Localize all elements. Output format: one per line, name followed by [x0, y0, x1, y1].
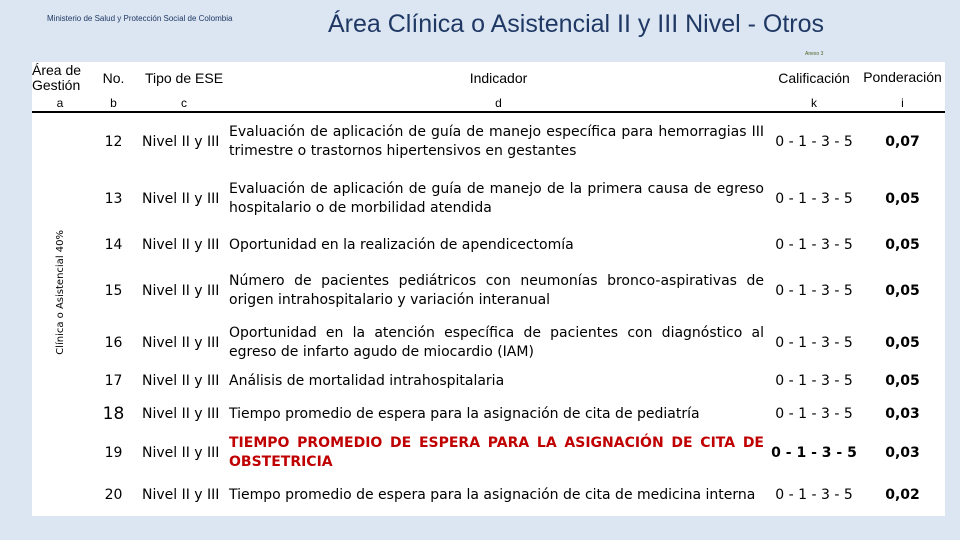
- row-indicador: Tiempo promedio de espera para la asignación de cita de medicina interna: [229, 486, 756, 503]
- page-title: Área Clínica o Asistencial II y III Nivel - Otros: [328, 10, 824, 38]
- row-ponderacion: 0,05: [885, 191, 920, 207]
- indicator-table: [32, 62, 945, 516]
- row-tipo: Nivel II y III: [142, 191, 220, 207]
- row-no: 12: [88, 112, 139, 170]
- header-ponderacion: Ponderación: [863, 69, 942, 86]
- row-indicador: Tiempo promedio de espera para la asignación de cita de pediatría: [229, 405, 700, 422]
- row-ponderacion: 0,05: [885, 283, 920, 299]
- letter-d: d: [495, 95, 502, 110]
- row-indicador: TIEMPO PROMEDIO DE ESPERA PARA LA ASIGNACIÓN DE CITA DE OBSTETRICIA: [229, 435, 764, 470]
- row-indicador: Oportunidad en la realización de apendicectomía: [229, 236, 574, 253]
- table-row: [32, 432, 945, 474]
- table-header-row: [32, 62, 945, 94]
- header-no: No.: [102, 70, 125, 86]
- header-tipo: Tipo de ESE: [144, 70, 224, 86]
- row-tipo: Nivel II y III: [139, 112, 229, 170]
- row-no: 13: [104, 191, 123, 207]
- row-ponderacion: 0,03: [885, 445, 920, 461]
- letter-k: k: [811, 95, 817, 110]
- table-row: [32, 228, 945, 262]
- row-no: 17: [104, 373, 123, 389]
- row-calificacion: 0 - 1 - 3 - 5: [768, 112, 860, 170]
- row-ponderacion: 0,05: [885, 373, 920, 389]
- row-tipo: Nivel II y III: [142, 335, 220, 351]
- row-calificacion: 0 - 1 - 3 - 5: [775, 283, 853, 299]
- row-no: 16: [104, 335, 123, 351]
- table-row: [32, 262, 945, 320]
- row-calificacion: 0 - 1 - 3 - 5: [775, 373, 853, 389]
- row-indicador: Evaluación de aplicación de guía de manejo específica para hemorragias III trimestre o trastornos hipertensivos en gestantes: [229, 112, 768, 170]
- table-row: [32, 112, 945, 170]
- anexo-label: Anexo 3: [805, 51, 824, 57]
- letter-c: c: [181, 95, 187, 110]
- row-no: 19: [104, 445, 123, 461]
- row-ponderacion: 0,05: [885, 335, 920, 351]
- row-no: 20: [104, 487, 123, 503]
- letter-i: i: [901, 95, 904, 110]
- row-ponderacion: 0,03: [885, 406, 920, 422]
- row-ponderacion: 0,05: [885, 237, 920, 253]
- row-no: 15: [104, 283, 123, 299]
- table-row: [32, 170, 945, 228]
- row-tipo: Nivel II y III: [142, 487, 220, 503]
- row-tipo: Nivel II y III: [142, 406, 220, 422]
- letter-a: a: [56, 95, 64, 110]
- table-row: [32, 320, 945, 366]
- row-indicador: Análisis de mortalidad intrahospitalaria: [229, 372, 505, 389]
- header-calificacion: Calificación: [778, 70, 850, 86]
- row-tipo: Nivel II y III: [142, 445, 220, 461]
- table-row: [32, 366, 945, 396]
- row-tipo: Nivel II y III: [142, 373, 220, 389]
- row-indicador: Oportunidad en la atención específica de pacientes con diagnóstico al egreso de infarto agudo de miocardio (IAM): [229, 325, 764, 360]
- table-row: [32, 396, 945, 432]
- row-calificacion: 0 - 1 - 3 - 5: [775, 487, 853, 503]
- header-indicador: Indicador: [469, 70, 528, 86]
- header-area: Área de Gestión: [32, 61, 82, 93]
- row-calificacion: 0 - 1 - 3 - 5: [775, 191, 853, 207]
- row-calificacion: 0 - 1 - 3 - 5: [775, 237, 853, 253]
- row-no: 18: [102, 404, 125, 424]
- row-calificacion: 0 - 1 - 3 - 5: [771, 445, 857, 461]
- row-indicador: Número de pacientes pediátricos con neumonías bronco-aspirativas de origen intrahospitalario y variación interanual: [229, 273, 764, 308]
- row-calificacion: 0 - 1 - 3 - 5: [775, 335, 853, 351]
- row-indicador: Evaluación de aplicación de guía de manejo de la primera causa de egreso hospitalario o de morbilidad atendida: [229, 181, 764, 216]
- row-ponderacion: 0,02: [885, 487, 920, 503]
- row-no: 14: [104, 237, 123, 253]
- table-row: [32, 474, 945, 516]
- row-ponderacion: 0,07: [860, 112, 945, 170]
- letter-b: b: [110, 95, 117, 110]
- row-tipo: Nivel II y III: [142, 283, 220, 299]
- area-cell: [32, 112, 88, 516]
- ministry-label: Ministerio de Salud y Protección Social de Colombia: [47, 14, 233, 23]
- row-tipo: Nivel II y III: [142, 237, 220, 253]
- row-calificacion: 0 - 1 - 3 - 5: [775, 406, 853, 422]
- column-letters-row: [32, 94, 945, 112]
- area-label: Clínica o Asistencial 40%: [54, 230, 66, 355]
